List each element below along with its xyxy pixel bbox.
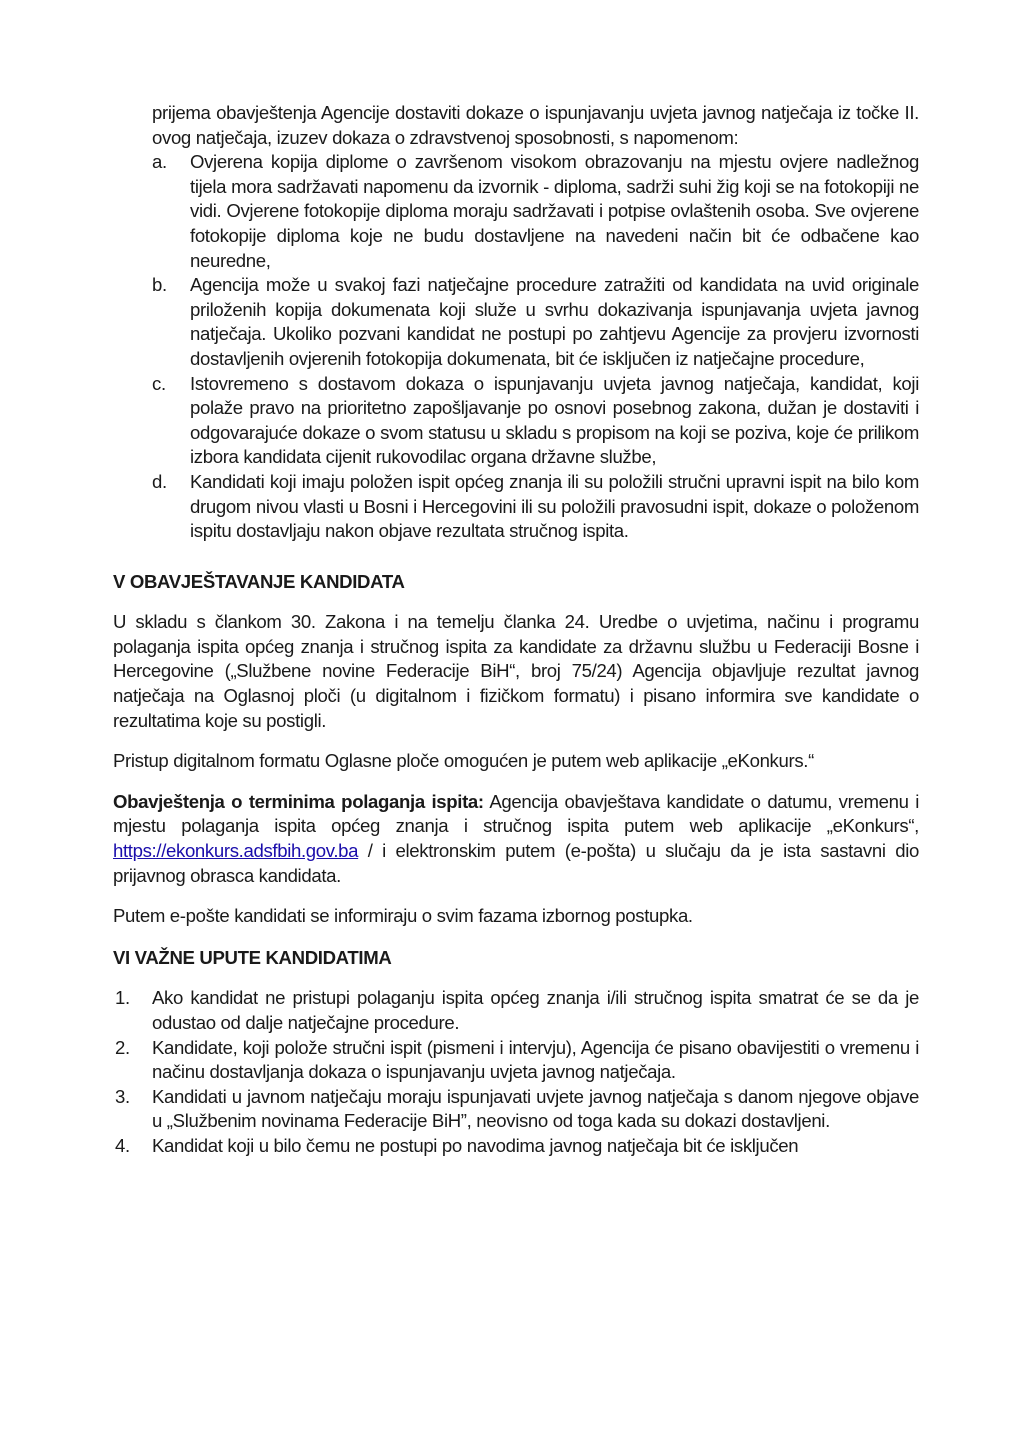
list-item-text: Agencija može u svakoj fazi natječajne procedure zatražiti od kandidata na uvid originale priloženih kopija dokumenata koji služe u svrhu dokazivanja ispunjavanja uvjeta javnog natječaja. Ukoliko pozvani kandidat ne postupi po zahtjevu Agencije za provjeru izvornosti dostavljenih ovjerenih fotokopija dokumenata, bit će isključen iz natječajne procedure, bbox=[190, 274, 919, 369]
section-v-paragraph-2: Pristup digitalnom formatu Oglasne ploče omogućen je putem web aplikacije „eKonkurs.“ bbox=[113, 750, 814, 772]
list-item bbox=[113, 1134, 919, 1159]
list-item bbox=[113, 372, 919, 470]
exam-notice-text-pre: Agencija obavještava kandidate o datumu, vremenu i mjestu polaganja ispita općeg znanja i stručnog ispita putem web aplikacije „eKonkurs“, bbox=[113, 790, 919, 837]
list-item-text: Ako kandidat ne pristupi polaganju ispita općeg znanja i/ili stručnog ispita smatrat će se da je odustao od dalje natječajne procedure. bbox=[152, 987, 919, 1033]
list-marker: 4. bbox=[115, 1134, 130, 1156]
list-item bbox=[113, 273, 919, 371]
section-v-heading: V OBAVJEŠTAVANJE KANDIDATA bbox=[113, 570, 405, 592]
instructions-list bbox=[113, 986, 919, 1158]
list-item-text: Kandidati u javnom natječaju moraju ispunjavati uvjete javnog natječaja s danom njegove objave u „Službenim novinama Federacije BiH”, neovisno od toga kada su dokazi dostavljeni. bbox=[152, 1085, 919, 1132]
section-v-paragraph-3 bbox=[113, 790, 919, 888]
document-page bbox=[113, 101, 919, 1159]
list-marker: 2. bbox=[115, 1036, 130, 1058]
submission-notes-list bbox=[113, 150, 919, 544]
list-item-text: Ovjerena kopija diplome o završenom visokom obrazovanju na mjestu ovjere nadležnog tijela mora sadržavati napomenu da izvornik - diploma, sadrži suhi žig koji se na fotokopiji ne vidi. Ovjerene fotokopije diploma moraju sadržavati i potpise ovlaštenih osoba. Sve ovjerene fotokopije diploma koje ne budu dostavljene na navedeni način bit će odbačene kao neuredne, bbox=[190, 151, 919, 271]
list-marker: 3. bbox=[115, 1085, 130, 1107]
list-item bbox=[113, 1085, 919, 1134]
section-vi-heading: VI VAŽNE UPUTE KANDIDATIMA bbox=[113, 946, 392, 968]
list-item bbox=[113, 470, 919, 544]
list-marker: d. bbox=[152, 470, 167, 492]
list-marker: c. bbox=[152, 372, 166, 394]
list-item-text: Kandidate, koji polože stručni ispit (pismeni i intervju), Agencija će pisano obavijestiti o vremenu i načinu dostavljanja dokaza o ispunjavanju uvjeta javnog natječaja. bbox=[152, 1036, 919, 1083]
list-item-text: Kandidati koji imaju položen ispit općeg znanja ili su položili stručni upravni ispit na bilo kom drugom nivou vlasti u Bosni i Hercegovini ili su položili pravosudni ispit, dokaze o položenom ispitu dostavljaju nakon objave rezultata stručnog ispita. bbox=[190, 470, 919, 542]
list-item bbox=[113, 150, 919, 273]
list-marker: 1. bbox=[115, 987, 130, 1009]
ekonkurs-link[interactable]: https://ekonkurs.adsfbih.gov.ba bbox=[113, 840, 359, 862]
section-v-paragraph-4: Putem e-pošte kandidati se informiraju o svim fazama izbornog postupka. bbox=[113, 905, 693, 927]
exam-notice-text-post: / i elektronskim putem (e-pošta) u slučaju da je ista sastavni dio prijavnog obrasca kandidata. bbox=[113, 840, 919, 886]
list-item-text: Kandidat koji u bilo čemu ne postupi po navodima javnog natječaja bit će isključen bbox=[152, 1134, 799, 1156]
section-v-paragraph-1: U skladu s člankom 30. Zakona i na temelju članka 24. Uredbe o uvjetima, načinu i programu polaganja ispita općeg znanja i stručnog ispita za kandidate za državnu službu u Federaciji Bosne i Hercegovine („Službene novine Federacije BiH“, broj 75/24) Agencija objavljuje rezultat javnog natječaja na Oglasnoj ploči (u digitalnom i fizičkom formatu) i pisano informira sve kandidate o rezultatima koje su postigli. bbox=[113, 611, 919, 731]
list-marker: b. bbox=[152, 274, 167, 296]
list-item bbox=[113, 986, 919, 1035]
exam-notice-label: Obavještenja o terminima polaganja ispita: bbox=[113, 790, 484, 812]
intro-paragraph: prijema obavještenja Agencije dostaviti dokaze o ispunjavanju uvjeta javnog natječaja iz točke II. ovog natječaja, izuzev dokaza o zdravstvenoj sposobnosti, s napomenom: bbox=[152, 102, 919, 148]
list-item bbox=[113, 1036, 919, 1085]
list-item-text: Istovremeno s dostavom dokaza o ispunjavanju uvjeta javnog natječaja, kandidat, koji polaže pravo na prioritetno zapošljavanje po osnovi posebnog zakona, dužan je dostaviti i odgovarajuće dokaze o svom statusu u skladu s propisom na koji se poziva, koje će prilikom izbora kandidata cijenit rukovodilac organa državne službe, bbox=[190, 372, 919, 468]
list-marker: a. bbox=[152, 151, 167, 173]
